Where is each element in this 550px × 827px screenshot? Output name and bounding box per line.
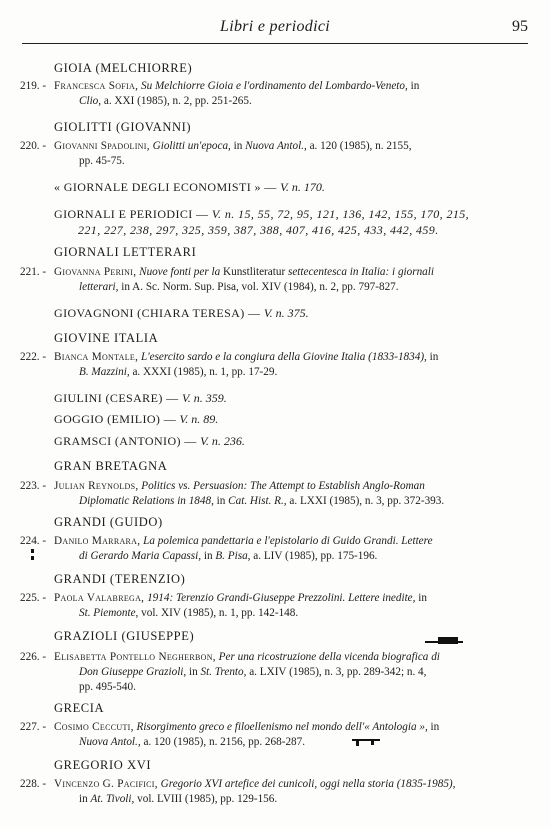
cross-reference — [54, 306, 309, 321]
entry-225 — [20, 591, 488, 621]
entry-details: in A. Sc. Norm. Sup. Pisa, vol. XIV (1984), n. 2, pp. 797-827. — [118, 281, 399, 293]
entry-title-word: Kunstliteratur — [220, 266, 288, 278]
ink-mark — [356, 741, 359, 746]
entry-title: Politics vs. Persuasion: The Attempt to Establish Anglo-Roman — [141, 480, 425, 492]
cross-reference-head: GRAMSCI (ANTONIO) — — [54, 434, 197, 448]
entry-number: 228. - — [20, 778, 47, 790]
entry-title: settecentesca in Italia: i giornali — [287, 266, 434, 278]
cross-reference-head: GIOVAGNONI (CHIARA TERESA) — — [54, 306, 261, 320]
section-heading: GRAZIOLI (GIUSEPPE) — [54, 629, 195, 643]
entry-text: in — [427, 721, 440, 733]
entry-details: vol. XIV (1985), n. 1, pp. 142-148. — [138, 607, 299, 619]
ink-mark — [31, 549, 34, 553]
ink-mark — [31, 556, 34, 560]
cross-reference-head: GOGGIO (EMILIO) — — [54, 412, 177, 426]
entry-title: Don Giuseppe Grazioli, — [79, 666, 187, 678]
entry-number: 220. - — [20, 140, 47, 152]
entry-author: Vincenzo G. Pacifici, — [54, 778, 158, 790]
entry-details: a. LIV (1985), pp. 175-196. — [250, 550, 378, 562]
entry-author: Danilo Marrara, — [54, 535, 141, 547]
cross-reference — [54, 434, 245, 449]
entry-number: 224. - — [20, 535, 47, 547]
cross-reference-target: V. n. 375. — [263, 306, 309, 320]
entry-title: 1914: Terenzio Grandi-Giuseppe Prezzolini. Lettere inedite, — [147, 592, 416, 604]
running-title: Libri e periodici — [220, 18, 330, 35]
entry-text: in — [186, 666, 201, 678]
entry-title: di Gerardo Maria Capassi, — [79, 550, 202, 562]
entry-number: 221. - — [20, 266, 47, 278]
entry-text: in — [79, 793, 91, 805]
entry-journal: At. Tivoli, — [90, 793, 135, 805]
entry-author: Paola Valabrega, — [54, 592, 145, 604]
section-heading: GIOIA (MELCHIORRE) — [54, 61, 193, 75]
ink-mark — [438, 637, 458, 644]
cross-reference-head: GIORNALI E PERIODICI — — [54, 207, 209, 221]
entry-journal: Nuova Antol., — [245, 140, 307, 152]
entry-219 — [20, 79, 488, 109]
section-heading: GRANDI (GUIDO) — [54, 515, 163, 529]
entry-title: Giolitti un'epoca, — [152, 140, 231, 152]
entry-journal: B. Pisa, — [215, 550, 251, 562]
cross-reference — [54, 180, 325, 195]
entry-title: Nuove fonti per la — [139, 266, 221, 278]
entry-number: 226. - — [20, 651, 47, 663]
entry-220 — [20, 139, 488, 169]
cross-reference — [54, 206, 494, 238]
entry-number: 227. - — [20, 721, 47, 733]
ink-mark — [371, 741, 374, 745]
entry-number: 222. - — [20, 351, 47, 363]
cross-reference-target: V. n. 170. — [280, 180, 325, 194]
entry-title: Diplomatic Relations in 1848, — [79, 495, 214, 507]
entry-223 — [20, 479, 488, 509]
entry-journal: St. Piemonte, — [79, 607, 139, 619]
entry-text: in — [201, 550, 216, 562]
section-heading: GRECIA — [54, 701, 105, 715]
cross-reference — [54, 391, 227, 406]
entry-number: 225. - — [20, 592, 47, 604]
entry-228 — [20, 777, 488, 807]
section-heading: GIOVINE ITALIA — [54, 331, 159, 345]
entry-details: vol. LVIII (1985), pp. 129-156. — [134, 793, 278, 805]
cross-reference-target: 221, 227, 238, 297, 325, 359, 387, 388, 407, 416, 425, 433, 442, 459. — [78, 223, 439, 237]
cross-reference-target: V. n. 89. — [179, 412, 219, 426]
section-heading: GIORNALI LETTERARI — [54, 245, 197, 259]
entry-journal: B. Mazzini, — [79, 366, 130, 378]
entry-author: Giovanna Perini, — [54, 266, 137, 278]
header-rule — [22, 43, 528, 44]
entry-number: 223. - — [20, 480, 47, 492]
entry-text: in — [426, 351, 439, 363]
entry-227 — [20, 720, 488, 750]
entry-text: in — [407, 80, 420, 92]
entry-221 — [20, 265, 488, 295]
entry-226 — [20, 650, 488, 695]
entry-journal: St. Trento, — [200, 666, 247, 678]
entry-details: a. 120 (1985), n. 2155, — [306, 140, 412, 152]
entry-details: pp. 45-75. — [79, 155, 125, 167]
entry-title: L'esercito sardo e la congiura della Giovine Italia (1833-1834), — [140, 351, 427, 363]
entry-author: Francesca Sofia, — [54, 80, 139, 92]
entry-title: Risorgimento greco e filoellenismo nel mondo dell'« Antologia », — [136, 721, 428, 733]
entry-journal: Clio, — [79, 95, 102, 107]
entry-224 — [20, 534, 488, 564]
entry-details: a. LXXI (1985), n. 3, pp. 372-393. — [286, 495, 445, 507]
cross-reference-target: V. n. 15, 55, 72, 95, 121, 136, 142, 155, 170, 215, — [211, 207, 470, 221]
entry-author: Bianca Montale, — [54, 351, 139, 363]
page-header — [22, 16, 538, 38]
entry-details: a. XXXI (1985), n. 1, pp. 17-29. — [129, 366, 278, 378]
cross-reference-target: V. n. 359. — [181, 391, 227, 405]
entry-details: a. LXIV (1985), n. 3, pp. 289-342; n. 4, — [246, 666, 427, 678]
cross-reference-head: « GIORNALE DEGLI ECONOMISTI » — — [54, 180, 277, 194]
entry-journal: Cat. Hist. R., — [228, 495, 287, 507]
cross-reference-head: GIULINI (CESARE) — — [54, 391, 179, 405]
entry-author: Cosimo Ceccuti, — [54, 721, 134, 733]
entry-author: Giovanni Spadolini, — [54, 140, 150, 152]
section-heading: GIOLITTI (GIOVANNI) — [54, 120, 192, 134]
entry-title: Per una ricostruzione della vicenda biografica di — [218, 651, 440, 663]
section-heading: GREGORIO XVI — [54, 758, 152, 772]
entry-author: Julian Reynolds, — [54, 480, 139, 492]
entry-title: La polemica pandettaria e l'epistolario di Guido Grandi. Lettere — [143, 535, 433, 547]
cross-reference — [54, 412, 218, 427]
entry-222 — [20, 350, 488, 380]
entry-text: in — [230, 140, 246, 152]
section-heading: GRANDI (TERENZIO) — [54, 572, 186, 586]
entry-details: a. XXI (1985), n. 2, pp. 251-265. — [101, 95, 252, 107]
section-heading: GRAN BRETAGNA — [54, 459, 168, 473]
entry-text: in — [415, 592, 427, 604]
entry-author: Elisabetta Pontello Negherbon, — [54, 651, 216, 663]
entry-title: letterari, — [79, 281, 119, 293]
entry-details: a. 120 (1985), n. 2156, pp. 268-287. — [140, 736, 306, 748]
entry-title: Su Melchiorre Gioia e l'ordinamento del Lombardo-Veneto, — [140, 80, 408, 92]
entry-title: Gregorio XVI artefice dei cunicoli, oggi nella storia (1835-1985), — [160, 778, 456, 790]
entry-details: pp. 495-540. — [79, 681, 136, 693]
entry-journal: Nuova Antol., — [79, 736, 141, 748]
cross-reference-target: V. n. 236. — [200, 434, 245, 448]
page-number: 95 — [512, 18, 528, 35]
entry-number: 219. - — [20, 80, 47, 92]
entry-text: in — [213, 495, 229, 507]
